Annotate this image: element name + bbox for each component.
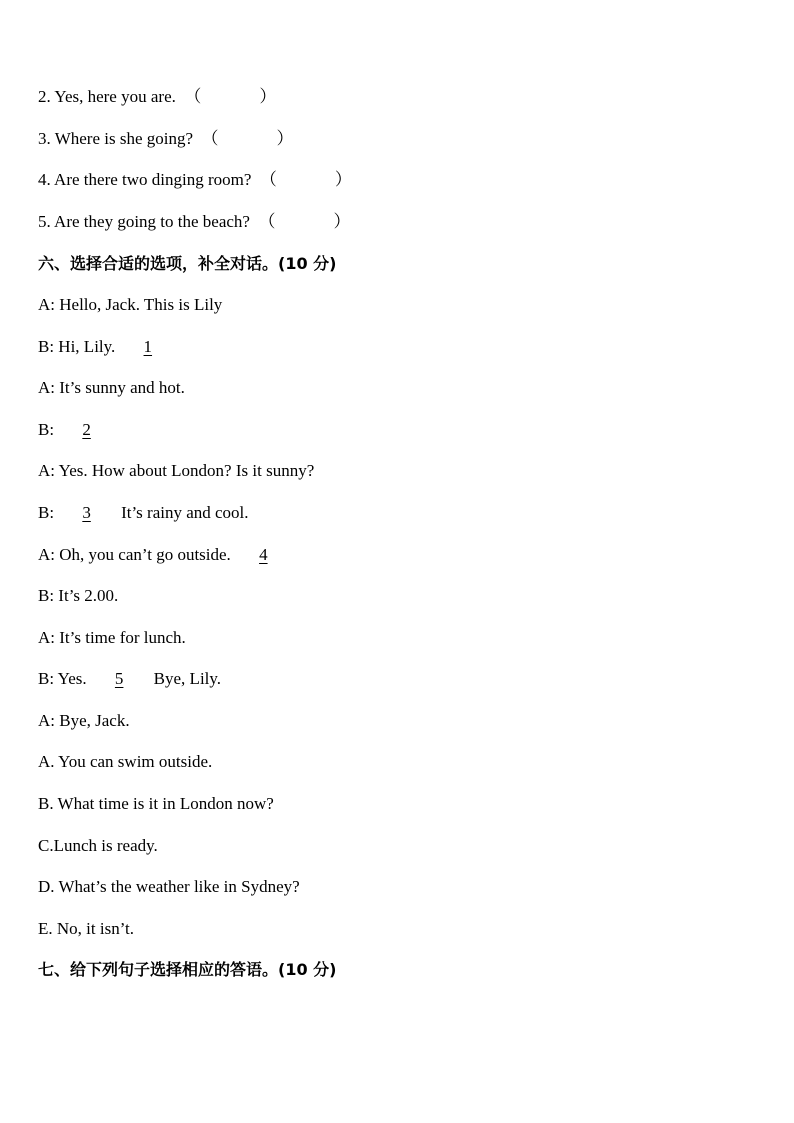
dialogue-line: B: Hi, Lily. 1 [38, 337, 179, 357]
fill-blank: 2 [82, 420, 91, 439]
dialogue-line: A: Oh, you can’t go outside. 4 [38, 545, 294, 565]
matching-item: 4. Are there two dinging room? （ ） [38, 170, 352, 189]
fill-blank: 3 [82, 503, 91, 522]
option-item: D. What’s the weather like in Sydney? [38, 877, 300, 896]
matching-item: 5. Are they going to the beach? （ ） [38, 212, 351, 231]
dialogue-line: B: 2 [38, 420, 117, 440]
dialogue-line: A: It’s sunny and hot. [38, 378, 185, 397]
section-7-heading: 七、给下列句子选择相应的答语。(10 分) [38, 960, 337, 979]
answer-parentheses: （ ） [258, 212, 351, 231]
option-item: B. What time is it in London now? [38, 794, 274, 813]
dialogue-line: A: Bye, Jack. [38, 711, 130, 730]
dialogue-line: B: It’s 2.00. [38, 586, 119, 605]
answer-parentheses: （ ） [184, 87, 277, 106]
section-6-heading: 六、选择合适的选项，补全对话。(10 分) [38, 254, 337, 273]
dialogue-line: B: Yes. 5 Bye, Lily. [38, 669, 222, 688]
option-item: A. You can swim outside. [38, 752, 213, 771]
dialogue-line: A: It’s time for lunch. [38, 628, 186, 647]
dialogue-line: A: Yes. How about London? Is it sunny? [38, 461, 315, 480]
fill-blank: 5 [114, 669, 124, 688]
matching-item: 3. Where is she going? （ ） [38, 129, 294, 148]
option-item: C.Lunch is ready. [38, 836, 158, 855]
fill-blank: 1 [143, 337, 153, 356]
answer-parentheses: （ ） [259, 170, 352, 189]
fill-blank: 4 [259, 545, 268, 564]
dialogue-line: B: 3 It’s rainy and cool. [38, 503, 249, 522]
option-item: E. No, it isn’t. [38, 919, 135, 938]
matching-item: 2. Yes, here you are. （ ） [38, 87, 277, 106]
dialogue-line: A: Hello, Jack. This is Lily [38, 295, 223, 314]
answer-parentheses: （ ） [201, 129, 294, 148]
